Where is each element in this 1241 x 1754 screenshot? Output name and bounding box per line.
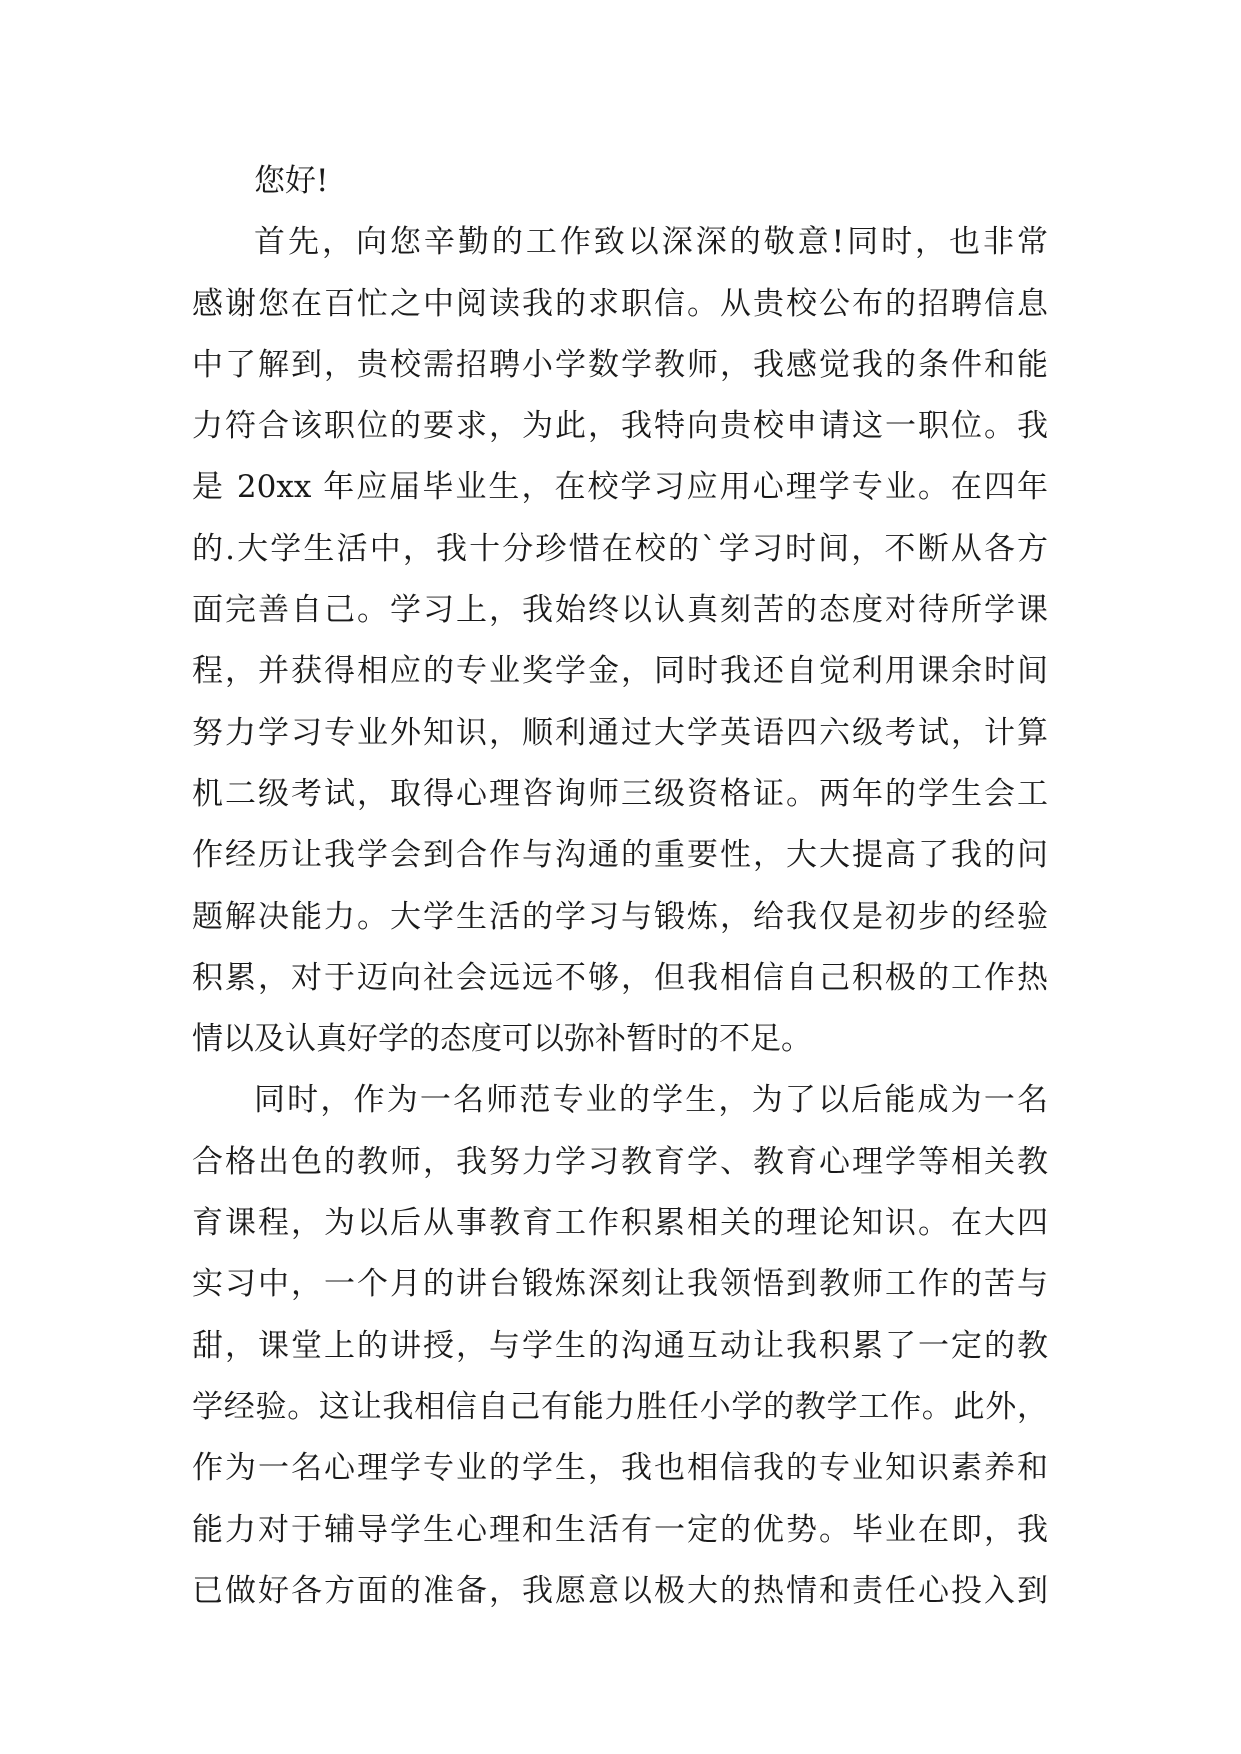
paragraph-line: 感谢您在百忙之中阅读我的求职信。从贵校公布的招聘信息 [192, 285, 1048, 322]
paragraph-line: 程，并获得相应的专业奖学金，同时我还自觉利用课余时间 [192, 653, 1048, 690]
paragraph-line: 情以及认真好学的态度可以弥补暂时的不足。 [192, 1021, 812, 1058]
paragraph-line: 能力对于辅导学生心理和生活有一定的优势。毕业在即，我 [192, 1511, 1048, 1548]
paragraph-line: 面完善自己。学习上，我始终以认真刻苦的态度对待所学课 [192, 592, 1048, 629]
paragraph-2 [192, 1070, 1048, 1622]
paragraph-line: 合格出色的教师，我努力学习教育学、教育心理学等相关教 [192, 1143, 1048, 1180]
paragraph-line: 努力学习专业外知识，顺利通过大学英语四六级考试，计算 [192, 714, 1048, 751]
letter-body [192, 151, 1048, 1622]
paragraph-line: 中了解到，贵校需招聘小学数学教师，我感觉我的条件和能 [192, 346, 1048, 383]
paragraph-line: 已做好各方面的准备，我愿意以极大的热情和责任心投入到 [192, 1572, 1048, 1609]
paragraph-line: 实习中，一个月的讲台锻炼深刻让我领悟到教师工作的苦与 [192, 1266, 1048, 1303]
greeting: 您好! [254, 163, 329, 199]
paragraph-line: 甜，课堂上的讲授，与学生的沟通互动让我积累了一定的教 [192, 1327, 1048, 1364]
paragraph-line: 力符合该职位的要求，为此，我特向贵校申请这一职位。我 [192, 408, 1048, 445]
paragraph-line: 同时，作为一名师范专业的学生，为了以后能成为一名 [254, 1082, 1048, 1119]
paragraph-line: 的.大学生活中，我十分珍惜在校的`学习时间，不断从各方 [192, 530, 1048, 567]
paragraph-line: 题解决能力。大学生活的学习与锻炼，给我仅是初步的经验 [192, 898, 1048, 935]
paragraph-line: 作经历让我学会到合作与沟通的重要性，大大提高了我的问 [192, 837, 1048, 874]
paragraph-line: 机二级考试，取得心理咨询师三级资格证。两年的学生会工 [192, 775, 1048, 812]
paragraph-line: 首先，向您辛勤的工作致以深深的敬意!同时，也非常 [254, 224, 1048, 261]
paragraph-line: 作为一名心理学专业的学生，我也相信我的专业知识素养和 [192, 1450, 1048, 1487]
paragraph-line: 是 20xx 年应届毕业生，在校学习应用心理学专业。在四年 [192, 469, 1048, 506]
paragraph-line: 积累，对于迈向社会远远不够，但我相信自己积极的工作热 [192, 959, 1048, 996]
paragraph-line: 学经验。这让我相信自己有能力胜任小学的教学工作。此外， [192, 1388, 1048, 1425]
paragraph-line: 育课程，为以后从事教育工作积累相关的理论知识。在大四 [192, 1205, 1048, 1242]
paragraph-1 [192, 212, 1048, 1070]
